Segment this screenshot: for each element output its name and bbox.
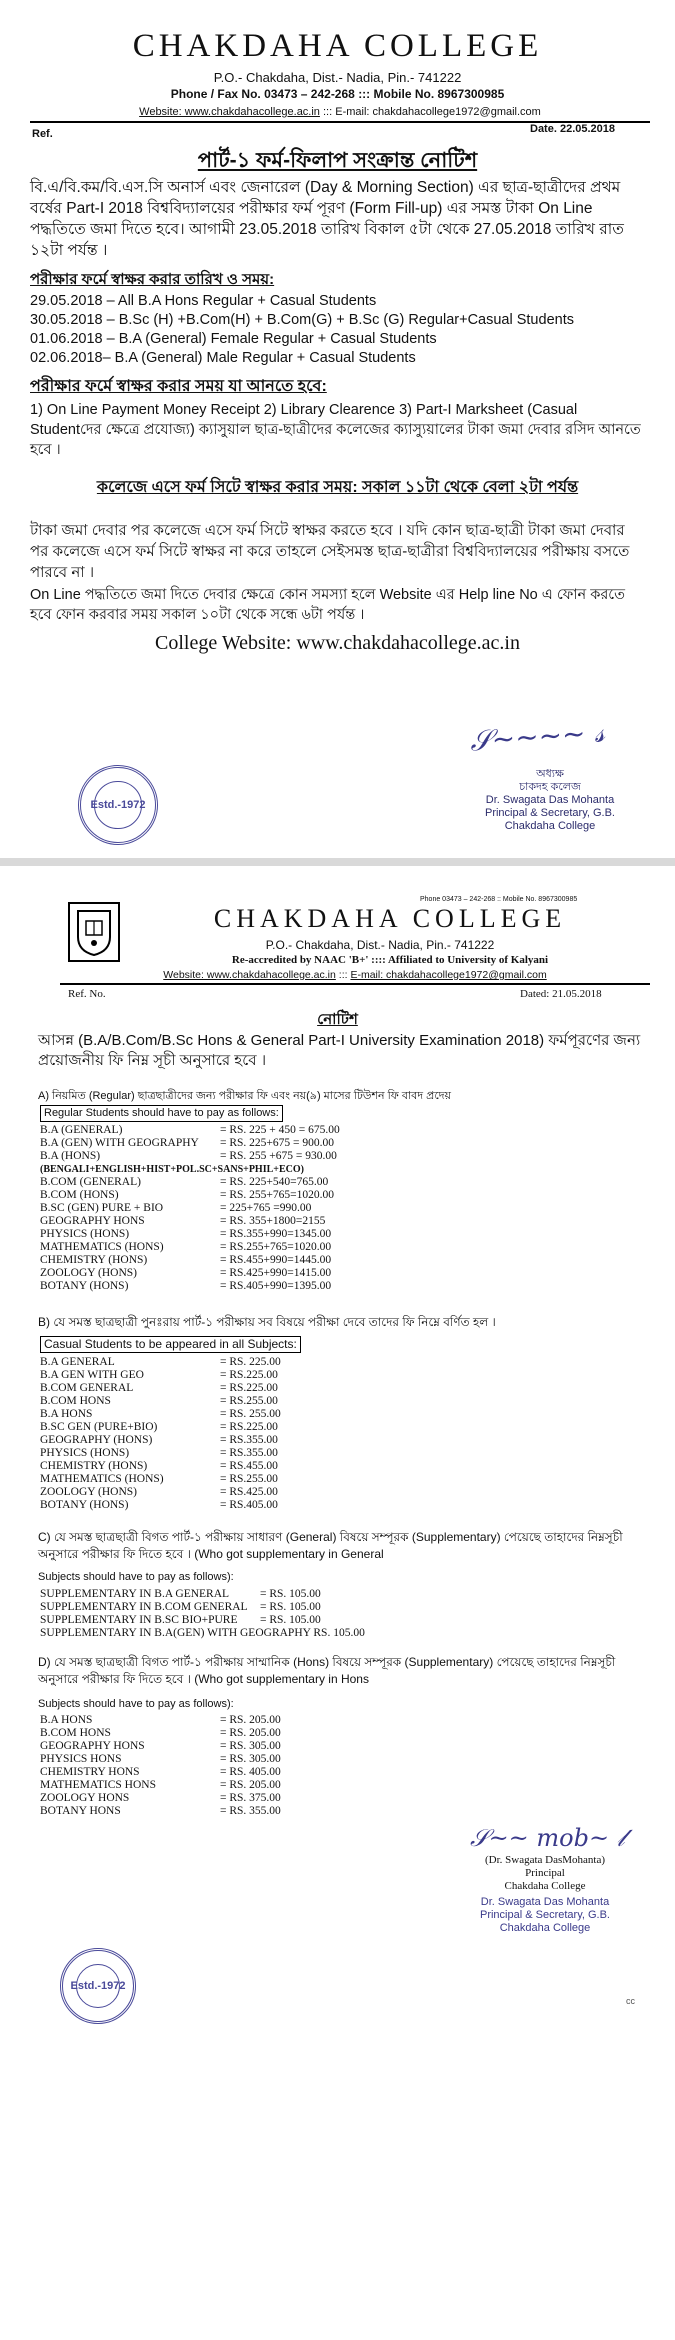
fee-item-name: B.A GENERAL	[40, 1356, 115, 1368]
fee-amount: = RS.355.00	[220, 1434, 278, 1446]
fee-item-name: ZOOLOGY (HONS)	[40, 1486, 137, 1498]
fee-item-name: BOTANY (HONS)	[40, 1280, 129, 1292]
fee-item-name: GEOGRAPHY HONS	[40, 1215, 145, 1227]
sig-college-2: Chakdaha College	[504, 1880, 586, 1892]
sig-name: Dr. Swagata Das Mohanta	[485, 794, 615, 806]
section-d-sub: Subjects should have to pay as follows):	[38, 1698, 234, 1710]
notice-title-2: নোটিশ	[317, 1011, 358, 1028]
fee-item-name: B.SC (GEN) PURE + BIO	[40, 1202, 164, 1214]
fee-amount: = RS. 255+765=1020.00	[220, 1189, 335, 1201]
fee-item-name: MATHEMATICS HONS	[40, 1779, 156, 1791]
email-link[interactable]: E-mail: chakdahacollege1972@gmail.com	[335, 106, 541, 118]
fee-row	[40, 1614, 321, 1627]
website-link[interactable]: Website: www.chakdahacollege.ac.in	[139, 106, 320, 118]
intro-paragraph: বি.এ/বি.কম/বি.এস.সি অনার্স এবং জেনারেল (Day & Morning Section) এর ছাত্র-ছাত্রীদের প্রথম বর্ষের Part-I 2018 বিশ্ববিদ্যালয়ের পরীক্ষার ফর্ম পূরণ (Form Fill-up) এর সমস্ত টাকা On Line পদ্ধতিতে জমা দিতে হবে। আগামী 23.05.2018 তারিখ বিকাল ৫টা থেকে 27.05.2018 তারিখ রাত ১২টা পর্যন্ত ।	[30, 179, 624, 259]
fee-amount: = RS. 305.00	[220, 1753, 281, 1765]
section-c-heading: C) যে সমস্ত ছাত্রছাত্রী বিগত পার্ট-১ পরীক্ষায় সাধারণ (General) বিষয়ে সম্পূরক (Supplementary) পেয়েছে তাহাদের নিম্নসূচী অনুসারে পরীক্ষার ফি দিতে হবে । (Who got supplementary in General	[38, 1530, 623, 1561]
sig-college-bn: চাকদহ কলেজ	[519, 781, 581, 793]
fee-amount: = RS.355.00	[220, 1447, 278, 1459]
fee-row	[40, 1779, 281, 1792]
fee-item-name: B.A HONS	[40, 1408, 93, 1420]
page-separator	[0, 858, 675, 866]
fee-item-name: B.COM (GENERAL)	[40, 1176, 141, 1188]
fee-row	[40, 1447, 281, 1460]
fee-row	[40, 1241, 340, 1254]
schedule-item: 01.06.2018 – B.A (General) Female Regular + Casual Students	[30, 331, 437, 347]
website-email-line-2: Website: www.chakdahacollege.ac.in ::: E-mail: chakdahacollege1972@gmail.com	[163, 969, 547, 981]
fee-amount: = RS. 205.00	[220, 1727, 281, 1739]
schedule-item: 29.05.2018 – All B.A Hons Regular + Casual Students	[30, 293, 377, 309]
section-a-table	[40, 1124, 340, 1293]
fee-row	[40, 1280, 340, 1293]
sig-name-paren: (Dr. Swagata DasMohanta)	[484, 1854, 606, 1866]
website-link-2[interactable]: Website: www.chakdahacollege.ac.in	[163, 969, 336, 981]
seal-text: Estd.-1972	[90, 798, 146, 811]
phone-mobile-line: Phone / Fax No. 03473 – 242-268 ::: Mobile No. 8967300985	[170, 87, 505, 101]
principal-signature-2: 𝒮~~ mob~ 𝓁	[470, 1824, 625, 1852]
fee-amount: = RS. 405.00	[220, 1766, 281, 1778]
sig-title: Principal & Secretary, G.B.	[484, 807, 615, 819]
fee-row	[40, 1137, 340, 1150]
fee-amount: = RS.355+990=1345.00	[220, 1228, 332, 1240]
fee-item-name: ZOOLOGY (HONS)	[40, 1267, 137, 1279]
sig-role-bn: অধ্যক্ষ	[536, 768, 564, 780]
fee-amount: = RS. 205.00	[220, 1714, 281, 1726]
fee-row	[40, 1254, 340, 1267]
fee-item-name: B.SC GEN (PURE+BIO)	[40, 1421, 158, 1433]
fee-item-name: PHYSICS HONS	[40, 1753, 122, 1765]
fee-amount: = RS.405+990=1395.00	[220, 1280, 332, 1292]
fee-item-name: PHYSICS (HONS)	[40, 1447, 130, 1459]
fee-item-name: B.COM GENERAL	[40, 1382, 134, 1394]
fee-item-name: B.COM (HONS)	[40, 1189, 119, 1201]
schedule-item: 30.05.2018 – B.Sc (H) +B.Com(H) + B.Com(G) + B.Sc (G) Regular+Casual Students	[30, 312, 574, 328]
fee-row	[40, 1792, 281, 1805]
fee-item-name: MATHEMATICS (HONS)	[40, 1473, 164, 1485]
fee-row	[40, 1460, 281, 1473]
fee-row	[40, 1766, 281, 1779]
fee-amount: = RS. 355.00	[220, 1805, 281, 1817]
fee-item-name: SUPPLEMENTARY IN B.A GENERAL	[40, 1588, 230, 1600]
fee-row	[40, 1727, 281, 1740]
college-address-2: P.O.- Chakdaha, Dist.- Nadia, Pin.- 741222	[265, 938, 495, 952]
fee-row	[40, 1805, 281, 1818]
sig-principal: Principal	[525, 1867, 565, 1879]
notice-page-2	[0, 866, 675, 2340]
notice-page-1	[0, 0, 675, 858]
fee-amount: = RS.255.00	[220, 1395, 278, 1407]
fee-row	[40, 1588, 321, 1601]
signing-time: কলেজে এসে ফর্ম সিটে স্বাক্ষর করার সময়: সকাল ১১টা থেকে বেলা ২টা পর্যন্ত	[96, 479, 579, 496]
notice-title: পার্ট-১ ফর্ম-ফিলাপ সংক্রান্ত নোটিশ	[197, 149, 478, 172]
fee-amount: = RS. 305.00	[220, 1740, 281, 1752]
fee-row	[40, 1176, 340, 1189]
fee-amount: = RS.255+765=1020.00	[220, 1241, 332, 1253]
fee-item-name: CHEMISTRY (HONS)	[40, 1460, 148, 1472]
fee-item-name: B.COM HONS	[40, 1727, 111, 1739]
fee-amount: = RS.225.00	[220, 1382, 278, 1394]
fee-item-name: CHEMISTRY HONS	[40, 1766, 140, 1778]
fee-amount: = RS. 105.00	[260, 1614, 321, 1626]
signature-stamp	[450, 1896, 640, 1935]
fee-amount: = RS. 225+540=765.00	[220, 1176, 329, 1188]
fee-row	[40, 1627, 365, 1640]
fee-row	[40, 1163, 340, 1176]
fee-row	[40, 1150, 340, 1163]
sig-college: Chakdaha College	[504, 820, 596, 832]
notice-date-2: Dated: 21.05.2018	[520, 988, 602, 1000]
phone-number: Phone / Fax No. 03473 – 242-268	[170, 87, 355, 101]
stamp-college: Chakdaha College	[499, 1922, 591, 1934]
fee-amount: = 225+765 =990.00	[220, 1202, 312, 1214]
college-address: P.O.- Chakdaha, Dist.- Nadia, Pin.- 741222	[213, 70, 462, 85]
ref-label: Ref.	[32, 128, 53, 140]
fee-amount: = RS. 225+675 = 900.00	[220, 1137, 335, 1149]
section-d-heading: D) যে সমস্ত ছাত্রছাত্রী বিগত পার্ট-১ পরীক্ষায় সাম্মানিক (Hons) বিষয়ে সম্পূরক (Supplementary) পেয়েছে তাহাদের নিম্নসূচী অনুসারে পরীক্ষার ফি দিতে হবে । (Who got supplementary in Hons	[38, 1655, 616, 1686]
signature-block-1	[455, 768, 645, 833]
fee-item-name: BOTANY HONS	[40, 1805, 121, 1817]
email-link-2[interactable]: E-mail: chakdahacollege1972@gmail.com	[350, 969, 547, 981]
college-name: CHAKDAHA COLLEGE	[132, 28, 543, 64]
fee-row	[40, 1124, 340, 1137]
schedule-item: 02.06.2018– B.A (General) Male Regular + Casual Students	[30, 350, 416, 366]
fee-amount: = RS. 105.00	[260, 1588, 321, 1600]
section-c-sub: Subjects should have to pay as follows):	[38, 1571, 234, 1583]
bring-heading: পরীক্ষার ফর্মে স্বাক্ষর করার সময় যা আনতে হবে:	[30, 378, 327, 395]
fee-item-name: B.A (GEN) WITH GEOGRAPHY	[40, 1137, 199, 1149]
college-seal-stamp	[78, 765, 158, 845]
fee-row	[40, 1382, 281, 1395]
schedule-heading: পরীক্ষার ফর্মে স্বাক্ষর করার তারিখ ও সময়:	[30, 271, 275, 288]
fee-row	[40, 1486, 281, 1499]
fee-amount: = RS.225.00	[220, 1421, 278, 1433]
section-b-box: Casual Students to be appeared in all Subjects:	[40, 1336, 301, 1353]
fee-amount: = RS.455+990=1445.00	[220, 1254, 332, 1266]
fee-item-name: CHEMISTRY (HONS)	[40, 1254, 148, 1266]
fee-row	[40, 1434, 281, 1447]
schedule-list	[30, 292, 645, 368]
fee-amount: = RS. 225.00	[220, 1356, 281, 1368]
fee-item-name: B.COM HONS	[40, 1395, 111, 1407]
fee-item-name: MATHEMATICS (HONS)	[40, 1241, 164, 1253]
fee-row	[40, 1369, 281, 1382]
seal-text-2: Estd.-1972	[70, 1979, 126, 1992]
header-divider-2	[60, 983, 650, 985]
accreditation-line: Re-accredited by NAAC 'B+' :::: Affiliated to University of Kalyani	[231, 954, 549, 966]
phone-top-line: Phone 03473 – 242-268 :: Mobile No. 8967300985	[420, 896, 578, 903]
fee-item-name: B.A HONS	[40, 1714, 93, 1726]
fee-amount: = RS.425.00	[220, 1486, 278, 1498]
section-d-table	[40, 1714, 281, 1818]
fee-item-name: PHYSICS (HONS)	[40, 1228, 130, 1240]
section-a-heading: A) নিয়মিত (Regular) ছাত্রছাত্রীদের জন্য পরীক্ষার ফি এবং নয়(৯) মাসের টিউশন ফি বাবদ প্রদেয়	[38, 1090, 451, 1102]
fee-amount: = RS. 355+1800=2155	[220, 1215, 326, 1227]
fee-item-name: B.A GEN WITH GEO	[40, 1369, 144, 1381]
fee-row	[40, 1267, 340, 1280]
fee-amount: = RS.405.00	[220, 1499, 278, 1511]
fee-amount: = RS.255.00	[220, 1473, 278, 1485]
college-website-line: College Website: www.chakdahacollege.ac.in	[155, 632, 520, 654]
corner-mark: cc	[626, 1996, 635, 2006]
fee-row	[40, 1714, 281, 1727]
fee-item-name: B.A (GENERAL)	[40, 1124, 123, 1136]
fee-item-name: GEOGRAPHY (HONS)	[40, 1434, 153, 1446]
website-email-line: Website: www.chakdahacollege.ac.in ::: E-mail: chakdahacollege1972@gmail.com	[139, 106, 541, 118]
fee-amount: = RS.425+990=1415.00	[220, 1267, 332, 1279]
college-name-2: CHAKDAHA COLLEGE	[213, 904, 567, 933]
college-seal-stamp-2	[60, 1948, 136, 2024]
fee-item-name: BOTANY (HONS)	[40, 1499, 129, 1511]
section-b-heading: B) যে সমস্ত ছাত্রছাত্রী পুনঃরায় পার্ট-১ পরীক্ষায় সব বিষয়ে পরীক্ষা দেবে তাদের ফি নিম্নে বর্ণিত হল ।	[38, 1315, 496, 1329]
fee-amount: = RS. 105.00	[260, 1601, 321, 1613]
fee-amount: = RS.455.00	[220, 1460, 278, 1472]
fee-row	[40, 1189, 340, 1202]
fee-amount: = RS. 255 +675 = 930.00	[220, 1150, 337, 1162]
fee-row	[40, 1228, 340, 1241]
helpline-paragraph: On Line পদ্ধতিতে জমা দিতে দেবার ক্ষেত্রে কোন সমস্যা হলে Website এর Help line No এ ফোন করতে হবে ফোন করবার সময় সকাল ১০টা থেকে সন্ধে ৬টা পর্যন্ত ।	[30, 587, 626, 623]
notice-date: Date. 22.05.2018	[530, 123, 616, 135]
fee-row	[40, 1202, 340, 1215]
warning-paragraph: টাকা জমা দেবার পর কলেজে এসে ফর্ম সিটে স্বাক্ষর করতে হবে । যদি কোন ছাত্র-ছাত্রী টাকা জমা দেবার পর কলেজে এসে ফর্ম সিটে স্বাক্ষর না করে তাহলে সেইসমস্ত ছাত্র-ছাত্রীরা বিশ্ববিদ্যালয়ের পরীক্ষায় বসতে পারবে না ।	[30, 522, 630, 581]
fee-amount: = RS. 255.00	[220, 1408, 281, 1420]
fee-intro: আসন্ন (B.A/B.Com/B.Sc Hons & General Part-I University Examination 2018) ফর্মপূরণের জন্য প্রয়োজনীয় ফি নিম্ন সূচী অনুসারে হবে ।	[38, 1032, 641, 1069]
stamp-name: Dr. Swagata Das Mohanta	[480, 1896, 610, 1908]
fee-amount: = RS. 225 + 450 = 675.00	[220, 1124, 340, 1136]
bring-paragraph: 1) On Line Payment Money Receipt 2) Library Clearence 3) Part-I Marksheet (Casual Studentদের ক্ষেত্রে প্রযোজ্য) ক্যাসুয়াল ছাত্র-ছাত্রীদের কলেজের ক্যাস্যুয়ালের টাকা জমা দেবার রসিদ আনতে হবে ।	[30, 402, 641, 458]
fee-row	[40, 1473, 281, 1486]
fee-row	[40, 1753, 281, 1766]
college-emblem-icon	[74, 907, 114, 957]
section-b-table	[40, 1356, 281, 1512]
fee-item-name: GEOGRAPHY HONS	[40, 1740, 145, 1752]
signature-block-2	[450, 1854, 640, 1893]
fee-row	[40, 1601, 321, 1614]
fee-row	[40, 1499, 281, 1512]
fee-item-name: (BENGALI+ENGLISH+HIST+POL.SC+SANS+PHIL+ECO)	[40, 1164, 304, 1175]
fee-item-name: B.A (HONS)	[40, 1150, 101, 1162]
fee-row	[40, 1408, 281, 1421]
stamp-title: Principal & Secretary, G.B.	[479, 1909, 610, 1921]
fee-row	[40, 1215, 340, 1228]
fee-item-name: SUPPLEMENTARY IN B.SC BIO+PURE	[40, 1614, 238, 1626]
fee-amount: = RS. 205.00	[220, 1779, 281, 1791]
fee-amount: = RS. 375.00	[220, 1792, 281, 1804]
fee-item-name: SUPPLEMENTARY IN B.A(GEN) WITH GEOGRAPHY RS. 105.00	[40, 1627, 365, 1639]
fee-row	[40, 1740, 281, 1753]
ref-no-label: Ref. No.	[68, 988, 106, 1000]
principal-signature: 𝒮~~~~ 𝓈	[468, 715, 606, 758]
fee-item-name: SUPPLEMENTARY IN B.COM GENERAL	[40, 1601, 248, 1613]
mobile-number: Mobile No. 8967300985	[373, 87, 505, 101]
section-c-table	[40, 1588, 365, 1640]
fee-row	[40, 1356, 281, 1369]
fee-amount: = RS.225.00	[220, 1369, 278, 1381]
college-logo	[68, 902, 120, 962]
section-a-box: Regular Students should have to pay as follows:	[40, 1105, 283, 1122]
fee-row	[40, 1421, 281, 1434]
fee-item-name: ZOOLOGY HONS	[40, 1792, 130, 1804]
fee-row	[40, 1395, 281, 1408]
